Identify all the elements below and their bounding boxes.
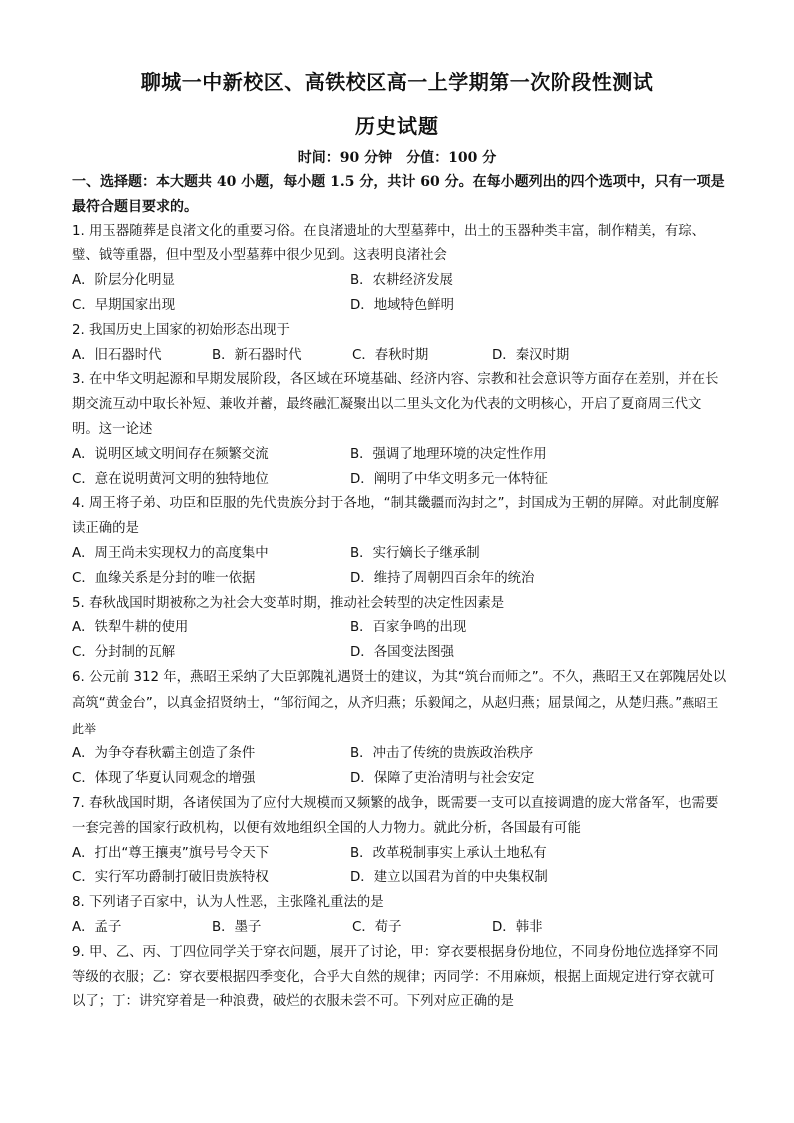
exam-subtitle: 历史试题 [355, 114, 439, 138]
option-row [72, 916, 728, 941]
question-3 [72, 368, 728, 492]
option-row [72, 294, 728, 319]
question-stem: 8. 下列诸子百家中，认为人性恶，主张隆礼重法的是 [72, 895, 384, 911]
option-a: A．说明区域文明间存在频繁交流 [72, 446, 269, 462]
option-c: C．意在说明黄河文明的独特地位 [72, 471, 269, 487]
option-b: B．墨子 [212, 919, 262, 935]
question-stem [72, 666, 728, 742]
option-a: A．周王尚未实现权力的高度集中 [72, 545, 269, 561]
question-stem: 4. 周王将子弟、功臣和臣服的先代贵族分封于各地，“制其畿疆而沟封之”，封国成为王朝的屏障。对此制度解读正确的是 [72, 496, 719, 537]
option-a: A．旧石器时代 [72, 347, 162, 363]
question-8 [72, 891, 728, 941]
section-heading: 一、选择题：本大题共 40 小题，每小题 1.5 分，共计 60 分。在每小题列出的四个选项中，只有一项是最符合题目要求的。 [72, 174, 725, 215]
option-d: D．各国变法图强 [350, 645, 455, 661]
option-b: B．冲击了传统的贵族政治秩序 [350, 746, 534, 762]
option-b: B．强调了地理环境的决定性作用 [350, 446, 547, 462]
option-row [72, 767, 728, 792]
option-b: B．改革税制事实上承认土地私有 [350, 845, 547, 861]
option-c: C．荀子 [352, 919, 402, 935]
option-d: D．维持了周朝四百余年的统治 [350, 570, 535, 586]
question-7 [72, 792, 728, 891]
question-stem: 5. 春秋战国时期被称之为社会大变革时期，推动社会转型的决定性因素是 [72, 595, 505, 611]
option-row [72, 443, 728, 468]
option-row [72, 542, 728, 567]
question-stem: 3. 在中华文明起源和早期发展阶段，各区域在环境基础、经济内容、宗教和社会意识等方面存在差别，并在长期交流互动中取长补短、兼收并蓄，最终融汇凝聚出以二里头文化为代表的文明核心，开启了夏商周三代文明。这一论述 [72, 372, 719, 437]
option-d: D．韩非 [492, 919, 543, 935]
option-a: A．阶层分化明显 [72, 273, 175, 289]
option-c: C．体现了华夏认同观念的增强 [72, 771, 256, 787]
option-a: A．为争夺春秋霸主创造了条件 [72, 746, 256, 762]
question-4 [72, 492, 728, 591]
exam-meta: 时间：90 分钟 分值：100 分 [297, 150, 497, 166]
option-row [72, 641, 728, 666]
option-b: B．农耕经济发展 [350, 273, 453, 289]
question-stem-tail: 燕昭王此举 [72, 695, 719, 736]
option-d: D．地域特色鲜明 [350, 297, 455, 313]
question-2 [72, 319, 728, 369]
option-c: C．早期国家出现 [72, 297, 176, 313]
option-d: D．建立以国君为首的中央集权制 [350, 870, 548, 886]
option-d: D．秦汉时期 [492, 347, 570, 363]
question-stem: 9. 甲、乙、丙、丁四位同学关于穿衣问题，展开了讨论，甲：穿衣要根据身份地位，不同身份地位选择穿不同等级的衣服；乙：穿衣要根据四季变化，合乎大自然的规律；丙同学：不用麻烦，根据上面规定进行穿衣就可以了；丁：讲究穿着是一种浪费，破烂的衣服未尝不可。下列对应正确的是 [72, 944, 719, 1010]
question-stem: 7. 春秋战国时期，各诸侯国为了应付大规模而又频繁的战争，既需要一支可以直接调遣的庞大常备军，也需要一套完善的国家行政机构，以便有效地组织全国的人力物力。就此分析，各国最有可能 [72, 795, 719, 836]
option-a: A．铁犁牛耕的使用 [72, 620, 189, 636]
option-b: B．实行嫡长子继承制 [350, 545, 480, 561]
question-stem: 1. 用玉器随葬是良渚文化的重要习俗。在良渚遗址的大型墓葬中，出土的玉器种类丰富，制作精美，有琮、璧、钺等重器，但中型及小型墓葬中很少见到。这表明良渚社会 [72, 223, 705, 264]
option-row [72, 742, 728, 767]
option-c: C．血缘关系是分封的唯一依据 [72, 570, 256, 586]
option-row [72, 468, 728, 493]
option-row [72, 344, 728, 369]
question-9 [72, 941, 728, 1015]
option-d: D．阐明了中华文明多元一体特征 [350, 471, 548, 487]
option-row [72, 616, 728, 641]
option-c: C．分封制的瓦解 [72, 645, 176, 661]
option-b: B．百家争鸣的出现 [350, 620, 467, 636]
option-a: A．孟子 [72, 919, 122, 935]
option-a: A．打出“尊王攘夷”旗号号令天下 [72, 845, 270, 861]
question-1 [72, 220, 728, 319]
option-row [72, 866, 728, 891]
exam-title: 聊城一中新校区、高铁校区高一上学期第一次阶段性测试 [140, 70, 654, 94]
question-stem: 2. 我国历史上国家的初始形态出现于 [72, 322, 290, 338]
option-d: D．保障了吏治清明与社会安定 [350, 771, 535, 787]
option-b: B．新石器时代 [212, 347, 302, 363]
question-stem-main: 6. 公元前 312 年，燕昭王采纳了大臣郭隗礼遇贤士的建议，为其“筑台而师之”。不久，燕昭王又在郭隗居处以高筑“黄金台”，以真金招贤纳士，“邹衍闻之，从齐归燕；乐毅闻之，从赵归燕；屈景闻之，从楚归燕。” [72, 669, 727, 711]
option-c: C．实行军功爵制打破旧贵族特权 [72, 870, 269, 886]
question-5 [72, 592, 728, 666]
exam-content [72, 170, 728, 1015]
option-row [72, 567, 728, 592]
option-row [72, 269, 728, 294]
option-c: C．春秋时期 [352, 347, 429, 363]
option-row [72, 842, 728, 867]
question-6 [72, 666, 728, 792]
